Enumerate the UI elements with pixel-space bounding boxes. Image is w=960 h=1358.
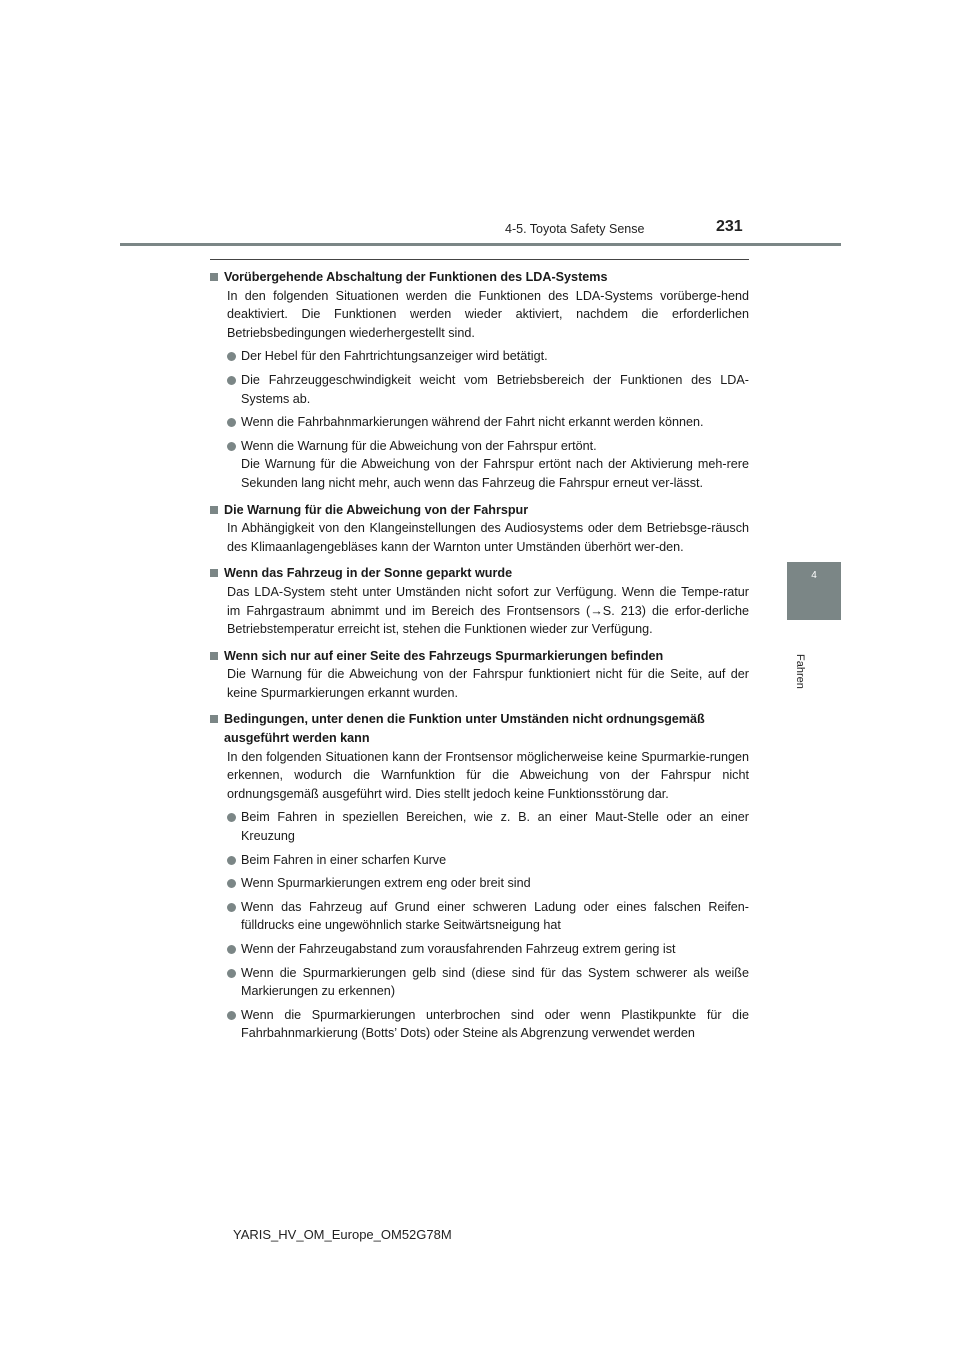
list-item-text: Der Hebel für den Fahrtrichtungsanzeiger wird betätigt. bbox=[241, 349, 548, 364]
content-section bbox=[210, 501, 749, 557]
list-item-body bbox=[241, 347, 749, 366]
list-item-text: Die Fahrzeuggeschwindigkeit weicht vom Betriebsbereich der Funktionen des LDA-Systems ab. bbox=[241, 372, 749, 406]
circle-bullet-icon bbox=[227, 879, 236, 888]
chapter-tab bbox=[787, 562, 841, 620]
circle-bullet-icon bbox=[227, 969, 236, 978]
list-item-text: Beim Fahren in einer scharfen Kurve bbox=[241, 852, 447, 867]
list-item-text: Wenn die Warnung für die Abweichung von der Fahrspur ertönt. bbox=[241, 438, 597, 453]
section-title: 4-5. Toyota Safety Sense bbox=[505, 222, 645, 236]
section-paragraph: Die Warnung für die Abweichung von der Fahrspur funktioniert nicht für die Seite, auf der keine Spurmarkierungen erkannt wurden. bbox=[227, 667, 749, 700]
circle-bullet-icon bbox=[227, 418, 236, 427]
list-item bbox=[227, 851, 749, 870]
circle-bullet-icon bbox=[227, 856, 236, 865]
chapter-label: Fahren bbox=[794, 654, 806, 689]
list-item bbox=[227, 898, 749, 935]
list-item bbox=[227, 347, 749, 366]
circle-bullet-icon bbox=[227, 352, 236, 361]
section-heading-text: Wenn das Fahrzeug in der Sonne geparkt wurde bbox=[224, 566, 513, 581]
list-item-text: Wenn das Fahrzeug auf Grund einer schweren Ladung oder eines falschen Reifen-fülldrucks eine ungewöhnlich starke Seitwärtsneigung hat bbox=[241, 899, 749, 933]
section-heading-text: Wenn sich nur auf einer Seite des Fahrzeugs Spurmarkierungen befinden bbox=[224, 648, 664, 663]
list-item-text: Wenn Spurmarkierungen extrem eng oder breit sind bbox=[241, 876, 531, 891]
circle-bullet-icon bbox=[227, 376, 236, 385]
list-item-text: Wenn die Spurmarkierungen gelb sind (diese sind für das System schwerer als weiße Markierungen zu erkennen) bbox=[241, 965, 749, 999]
list-item-body bbox=[241, 851, 749, 870]
list-item bbox=[227, 371, 749, 408]
section-heading bbox=[210, 268, 749, 287]
list-item-body bbox=[241, 413, 749, 432]
content-section bbox=[210, 268, 749, 493]
list-item-text: Wenn die Fahrbahnmarkierungen während der Fahrt nicht erkannt werden können. bbox=[241, 415, 704, 430]
list-item-body bbox=[241, 898, 749, 935]
content-section bbox=[210, 564, 749, 638]
list-item-subtext: Die Warnung für die Abweichung von der Fahrspur ertönt nach der Aktivierung meh-rere Sekunden lang nicht mehr, auch wenn das Fahrzeug die Fahrspur erneut ver-lässt. bbox=[241, 457, 749, 490]
section-heading bbox=[210, 710, 749, 747]
header-rule bbox=[120, 243, 841, 246]
list-item-body bbox=[241, 1006, 749, 1043]
list-item bbox=[227, 940, 749, 959]
list-item bbox=[227, 964, 749, 1001]
square-bullet-icon bbox=[210, 569, 218, 577]
square-bullet-icon bbox=[210, 652, 218, 660]
list-item-body bbox=[241, 940, 749, 959]
list-item-body bbox=[241, 874, 749, 893]
circle-bullet-icon bbox=[227, 945, 236, 954]
list-item-body bbox=[241, 437, 749, 493]
list-item bbox=[227, 808, 749, 845]
content-rule bbox=[210, 259, 749, 260]
list-item-body bbox=[241, 964, 749, 1001]
content-section bbox=[210, 647, 749, 703]
section-paragraph: In Abhängigkeit von den Klangeinstellungen des Audiosystems oder dem Betriebsge-räusch des Klimaanlagengebläses kann der Warnton unter Umständen überhört wer-den. bbox=[227, 521, 749, 554]
square-bullet-icon bbox=[210, 715, 218, 723]
list-item-text: Wenn der Fahrzeugabstand zum vorausfahrenden Fahrzeug extrem gering ist bbox=[241, 942, 676, 956]
section-heading-text: Bedingungen, unter denen die Funktion unter Umständen nicht ordnungsgemäß ausgeführt werden kann bbox=[224, 712, 705, 746]
content-section bbox=[210, 710, 749, 1043]
circle-bullet-icon bbox=[227, 1011, 236, 1020]
footer-doc-id: YARIS_HV_OM_Europe_OM52G78M bbox=[233, 1227, 452, 1242]
section-paragraph: Das LDA-System steht unter Umständen nicht sofort zur Verfügung. Wenn die Tempe-ratur im Fahrgastraum abnimmt und im Bereich des Frontsensors (→S. 213) die erfor-derliche Betriebstemperatur erreicht ist, stehen die Funktionen wieder zur Verfügung. bbox=[227, 584, 749, 637]
list-item bbox=[227, 874, 749, 893]
square-bullet-icon bbox=[210, 506, 218, 514]
list-item bbox=[227, 413, 749, 432]
section-heading bbox=[210, 647, 749, 666]
list-item bbox=[227, 437, 749, 493]
list-item-text: Beim Fahren in speziellen Bereichen, wie z. B. an einer Maut-Stelle oder an einer Kreuzung bbox=[241, 810, 749, 844]
section-paragraph: In den folgenden Situationen kann der Frontsensor möglicherweise keine Spurmarkie-rungen erkennen, wodurch die Warnfunktion für die Abweichung von der Fahrspur nicht ordnungsgemäß ausgeführt wird. Dies stellt jedoch keine Funktionsstörung dar. bbox=[227, 749, 749, 801]
list-item-body bbox=[241, 371, 749, 408]
section-heading bbox=[210, 564, 749, 583]
circle-bullet-icon bbox=[227, 903, 236, 912]
chapter-tab-number: 4 bbox=[811, 570, 817, 581]
circle-bullet-icon bbox=[227, 442, 236, 451]
list-item-text: Wenn die Spurmarkierungen unterbrochen sind oder wenn Plastikpunkte für die Fahrbahnmarkierung (Botts’ Dots) oder Steine als Abgrenzung verwendet werden bbox=[241, 1007, 749, 1041]
section-heading-text: Vorübergehende Abschaltung der Funktionen des LDA-Systems bbox=[224, 270, 608, 284]
page-number: 231 bbox=[716, 218, 743, 235]
content-area bbox=[210, 268, 749, 1051]
list-item-body bbox=[241, 808, 749, 845]
circle-bullet-icon bbox=[227, 813, 236, 822]
square-bullet-icon bbox=[210, 273, 218, 281]
section-paragraph: In den folgenden Situationen werden die Funktionen des LDA-Systems vorüberge-hend deaktiviert. Die Funktionen werden wieder aktiviert, nachdem die erforderlichen Betriebsbedingungen wiederhergestellt sind. bbox=[227, 288, 749, 340]
section-heading-text: Die Warnung für die Abweichung von der Fahrspur bbox=[224, 502, 529, 517]
section-heading bbox=[210, 501, 749, 520]
list-item bbox=[227, 1006, 749, 1043]
